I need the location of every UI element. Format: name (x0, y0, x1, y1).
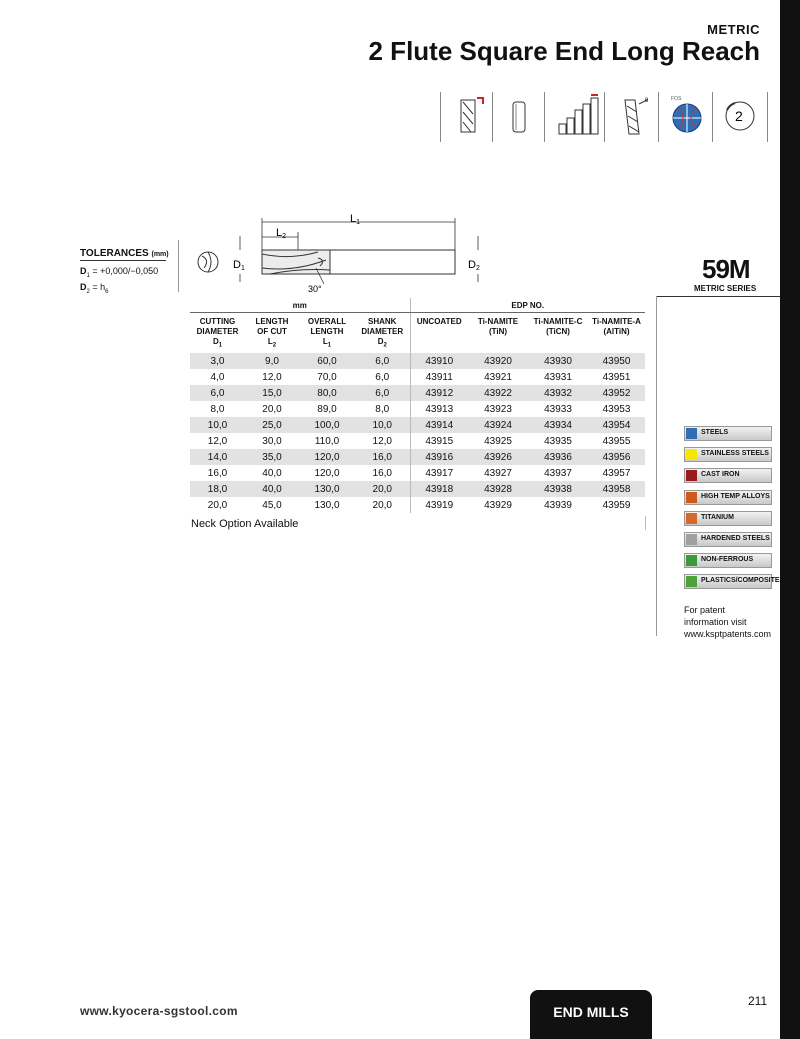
table-cell: 10,0 (190, 417, 245, 433)
end-mill-tool-icon (440, 92, 493, 142)
table-cell: 43916 (410, 449, 468, 465)
table-cell: 43913 (425, 403, 454, 415)
d1-label: D (80, 266, 87, 276)
table-cell: 6,0 (355, 369, 410, 385)
column-header: UNCOATED (416, 317, 462, 326)
material-plastics-composites (684, 574, 785, 589)
patent-link[interactable]: www.ksptpatents.com (684, 629, 772, 639)
table-cell: 43923 (484, 403, 512, 415)
table-cell: 43937 (544, 467, 572, 479)
table-cell: 18,0 (190, 481, 245, 497)
table-cell: 43915 (425, 435, 454, 447)
tolerances-unit: (mm) (151, 251, 169, 258)
table-cell: 43938 (528, 481, 588, 497)
table-row (190, 353, 645, 369)
table-cell: 16,0 (355, 449, 410, 465)
table-cell: 16,0 (355, 465, 410, 481)
table-cell: 43956 (588, 449, 645, 465)
column-header: Ti-NAMITE-A (AlTiN) (592, 317, 641, 336)
helix-angle-label: 30° (308, 284, 322, 294)
table-cell: 80,0 (299, 385, 355, 401)
tolerances-title: TOLERANCES (80, 248, 149, 259)
cylinder-shank-icon (492, 92, 545, 142)
table-cell: 120,0 (314, 467, 340, 479)
table-cell: 10,0 (355, 417, 410, 433)
divider (178, 240, 179, 292)
material-hardened-steels (684, 532, 772, 547)
page-number: 211 (748, 994, 768, 1008)
table-cell: 43931 (544, 371, 572, 383)
divider (80, 260, 166, 261)
helix-flute-icon (604, 92, 659, 142)
column-header: CUTTING DIAMETER $D_1$ (196, 317, 239, 349)
table-cell: 12,0 (207, 435, 228, 447)
table-cell: 43959 (602, 499, 631, 511)
table-row (190, 433, 645, 449)
table-row (190, 385, 645, 401)
material-label: HIGH TEMP ALLOYS (701, 492, 770, 500)
table-cell: 43953 (602, 403, 631, 415)
table-cell: 40,0 (245, 481, 299, 497)
page-title: 2 Flute Square End Long Reach (368, 36, 760, 66)
material-swatch (686, 470, 697, 481)
d1-diagram-label: D1 (233, 259, 245, 272)
d2-value-sub: 6 (105, 288, 109, 295)
table-cell: 43912 (410, 385, 468, 401)
table-cell: 12,0 (355, 433, 410, 449)
material-swatch (686, 576, 697, 587)
patent-line: information visit (684, 617, 747, 627)
table-cell: 16,0 (207, 467, 228, 479)
column-header: LENGTH OF CUT $L_2$ (255, 317, 289, 349)
table-cell: 43933 (544, 403, 572, 415)
table-cell: 8,0 (210, 403, 225, 415)
divider (656, 296, 657, 636)
table-cell: 130,0 (314, 499, 340, 511)
tolerance-d2 (80, 282, 108, 295)
table-row (190, 497, 645, 513)
section-tab (530, 990, 652, 1039)
table-cell: 43958 (588, 481, 645, 497)
table-cell: 43922 (468, 385, 528, 401)
patent-line: For patent (684, 605, 726, 615)
feeds-globe-icon (658, 92, 713, 142)
series-label: METRIC SERIES (694, 284, 757, 293)
material-swatch (686, 449, 697, 460)
material-cast-iron (684, 468, 772, 483)
table-cell: 12,0 (262, 371, 282, 383)
material-titanium (684, 511, 772, 526)
table-cell: 43939 (544, 499, 572, 511)
table-cell: 6,0 (355, 385, 410, 401)
table-cell: 20,0 (207, 499, 228, 511)
column-header: SHANK DIAMETER $D_2$ (355, 313, 410, 354)
table-cell: 43911 (425, 371, 453, 383)
end-mill-diagram (190, 210, 500, 300)
table-cell: 43918 (410, 481, 468, 497)
d1-value: = +0,000/−0,050 (92, 266, 159, 276)
table-cell: 43921 (484, 371, 512, 383)
table-cell: 43924 (468, 417, 528, 433)
table-row (190, 369, 645, 385)
table-cell: 120,0 (299, 449, 355, 465)
table-cell: 43914 (410, 417, 468, 433)
table-cell: 43950 (588, 353, 645, 369)
table-cell: 35,0 (245, 449, 299, 465)
column-header: Ti-NAMITE-C (TiCN) (533, 317, 583, 336)
table-cell: 43928 (468, 481, 528, 497)
material-label: NON-FERROUS (701, 556, 754, 564)
l1-label: L1 (350, 213, 361, 226)
patent-info (684, 604, 771, 640)
mm-group-header: mm (190, 298, 410, 313)
l2-label: L2 (276, 227, 287, 240)
table-cell: 43919 (425, 499, 454, 511)
column-header: Ti-NAMITE (TiN) (477, 317, 519, 336)
table-cell: 89,0 (317, 403, 337, 415)
table-cell: 43917 (425, 467, 454, 479)
material-steels (684, 426, 772, 441)
material-swatch (686, 555, 697, 566)
table-row (190, 481, 645, 497)
tolerance-d1 (80, 266, 158, 279)
material-label: STAINLESS STEELS (701, 450, 769, 458)
table-cell: 43929 (484, 499, 512, 511)
table-cell: 43954 (588, 417, 645, 433)
flute-count: 2 (735, 108, 743, 124)
table-cell: 130,0 (299, 481, 355, 497)
table-cell: 30,0 (262, 435, 282, 447)
table-cell: 100,0 (299, 417, 355, 433)
table-cell: 43951 (602, 371, 631, 383)
table-cell: 45,0 (262, 499, 282, 511)
fos-label: FOS (671, 96, 682, 102)
material-swatch (686, 492, 697, 503)
material-non-ferrous (684, 553, 772, 568)
table-cell: 3,0 (190, 353, 245, 369)
material-swatch (686, 534, 697, 545)
table-cell: 70,0 (317, 371, 337, 383)
material-high-temp-alloys (684, 490, 772, 505)
series-code: 59M (702, 254, 750, 284)
tool-end-view (198, 252, 218, 272)
d2-value: = h (92, 282, 106, 292)
material-stainless-steels (684, 447, 772, 462)
table-cell: 40,0 (262, 467, 282, 479)
table-row (190, 417, 645, 433)
table-cell: 43920 (468, 353, 528, 369)
d2-diagram-label: D2 (468, 259, 480, 272)
table-cell: 43932 (528, 385, 588, 401)
svg-text:θ: θ (645, 98, 649, 104)
section-label: METRIC (707, 22, 760, 37)
table-cell: 25,0 (245, 417, 299, 433)
material-label: CAST IRON (701, 471, 740, 479)
table-cell: 43935 (544, 435, 572, 447)
divider (656, 296, 780, 297)
tolerances-heading (80, 248, 169, 259)
table-cell: 43925 (484, 435, 512, 447)
table-cell: 43936 (528, 449, 588, 465)
table-cell: 20,0 (355, 497, 410, 513)
two-flute-icon (712, 92, 768, 142)
neck-option-note: Neck Option Available (191, 518, 299, 530)
table-row (190, 449, 645, 465)
table-cell: 43955 (602, 435, 631, 447)
table-cell: 43927 (484, 467, 512, 479)
right-edge-bar (780, 0, 800, 1039)
table-cell: 8,0 (355, 401, 410, 417)
material-swatch (686, 513, 697, 524)
table-row (190, 401, 645, 417)
table-cell: 60,0 (299, 353, 355, 369)
table-cell: 20,0 (262, 403, 282, 415)
table-cell: 43957 (602, 467, 631, 479)
table-cell: 110,0 (314, 435, 340, 447)
table-cell: 4,0 (210, 371, 225, 383)
table-cell: 6,0 (355, 353, 410, 369)
table-cell: 43930 (528, 353, 588, 369)
material-label: STEELS (701, 429, 729, 436)
table-cell: 20,0 (355, 481, 410, 497)
website-link[interactable]: www.kyocera-sgstool.com (80, 1004, 238, 1018)
material-label: PLASTICS/COMPOSITES (701, 577, 785, 585)
section-tab-label: END MILLS (553, 1004, 629, 1020)
table-cell: 14,0 (190, 449, 245, 465)
d2-label: D (80, 282, 87, 292)
material-label: TITANIUM (701, 513, 734, 521)
table-cell: 43926 (468, 449, 528, 465)
table-cell: 43910 (410, 353, 468, 369)
table-cell: 9,0 (245, 353, 299, 369)
material-label: HARDENED STEELS (701, 535, 770, 542)
d1-sub: 1 (86, 272, 90, 279)
material-swatch (686, 428, 697, 439)
table-row (190, 465, 645, 481)
edp-group-header: EDP NO. (410, 298, 645, 313)
table-cell: 15,0 (245, 385, 299, 401)
divider (645, 516, 646, 530)
column-header: OVERALL LENGTH $L_1$ (307, 317, 347, 349)
table-cell: 43934 (528, 417, 588, 433)
table-cell: 43952 (588, 385, 645, 401)
d2-sub: 2 (86, 288, 90, 295)
spec-table (190, 298, 645, 513)
table-cell: 6,0 (190, 385, 245, 401)
bar-graph-icon (544, 92, 605, 142)
